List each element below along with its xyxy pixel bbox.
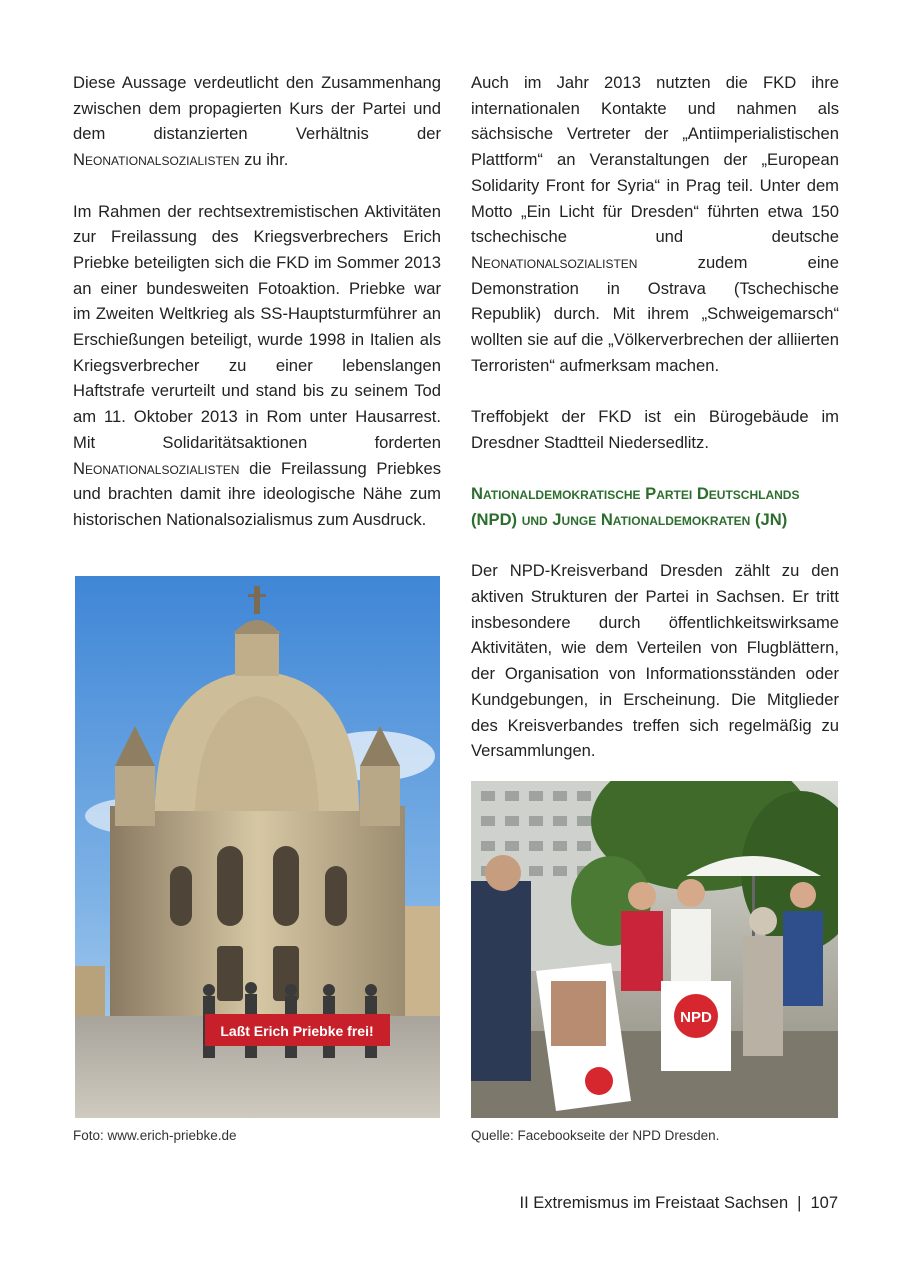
paragraph: Auch im Jahr 2013 nutzten die FKD ihre internationalen Kontakte und nahmen als sächsische Vertreter der „Antiimperialistischen Plattform“ an Veranstaltungen der „European Solidarity Front for Syria“ in Prag teil. Unter dem Motto „Ein Licht für Dresden“ führten etwa 150 tschechische und deutsche Neonationalsozialisten zudem eine Demonstration in Ostrava (Tschechische Republik) durch. Mit ihrem „Schweigemarsch“ wollten sie auf die „Völkerverbrechen der alliierten Terroristen“ aufmerksam machen. — [471, 73, 839, 375]
page-number: 107 — [810, 1194, 838, 1212]
photo-caption-left: Foto: www.erich-priebke.de — [73, 1128, 237, 1143]
paragraph: Treffobjekt der FKD ist ein Bürogebäude im Dresdner Stadtteil Niedersedlitz. — [471, 407, 839, 452]
stand-logo-text: NPD — [680, 1009, 712, 1026]
section-heading: Nationaldemokratische Partei Deutschlands (NPD) und Junge Nationaldemokraten (JN) — [471, 484, 800, 529]
small-caps-term: Neonationalsozialisten — [73, 150, 240, 170]
right-text-column — [471, 70, 839, 790]
footer-section-title: II Extremismus im Freistaat Sachsen — [519, 1194, 789, 1212]
photo-npd-info-stand — [471, 781, 838, 1118]
photo-caption-right: Quelle: Facebookseite der NPD Dresden. — [471, 1128, 720, 1143]
small-caps-term: Neonationalsozialisten — [73, 458, 240, 478]
paragraph: Im Rahmen der rechtsextremistischen Aktivitäten zur Freilassung des Kriegsverbrechers Erich Priebke beteiligten sich die FKD im Sommer 2013 an einer bundesweiten Fotoaktion. Priebke war im Zweiten Weltkrieg als SS-Hauptsturmführer an Erschießungen beteiligt, wurde 1998 in Italien als Kriegsverbrecher zu einer lebenslangen Haftstrafe verurteilt und stand bis zu seinem Tod am 11. Oktober 2013 in Rom unter Hausarrest. Mit Solidaritätsaktionen forderten Neonationalsozialisten die Freilassung Priebkes und brachten damit ihre ideologische Nähe zum historischen Nationalsozialismus zum Ausdruck. — [73, 201, 441, 529]
small-caps-term: Neonationalsozialisten — [471, 252, 638, 272]
left-text-column — [73, 70, 441, 558]
page-footer — [520, 1194, 839, 1213]
footer-separator: | — [797, 1194, 802, 1212]
paragraph: Der NPD-Kreisverband Dresden zählt zu den aktiven Strukturen der Partei in Sachsen. Er tritt insbesondere durch öffentlichkeitswirksame Aktivitäten, wie dem Verteilen von Flugblättern, der Organisation von Informationsständen oder Kundgebungen, in Erscheinung. Die Mitglieder des Kreisverbandes treffen sich regelmäßig zu Versammlungen. — [471, 561, 839, 761]
photo-frauenkirche — [75, 576, 440, 1118]
paragraph: Diese Aussage verdeutlicht den Zusammenhang zwischen dem propagierten Kurs der Partei und dem distanzierten Verhältnis der Neonationalsozialisten zu ihr. — [73, 73, 441, 170]
banner-text: Laßt Erich Priebke frei! — [220, 1023, 374, 1039]
